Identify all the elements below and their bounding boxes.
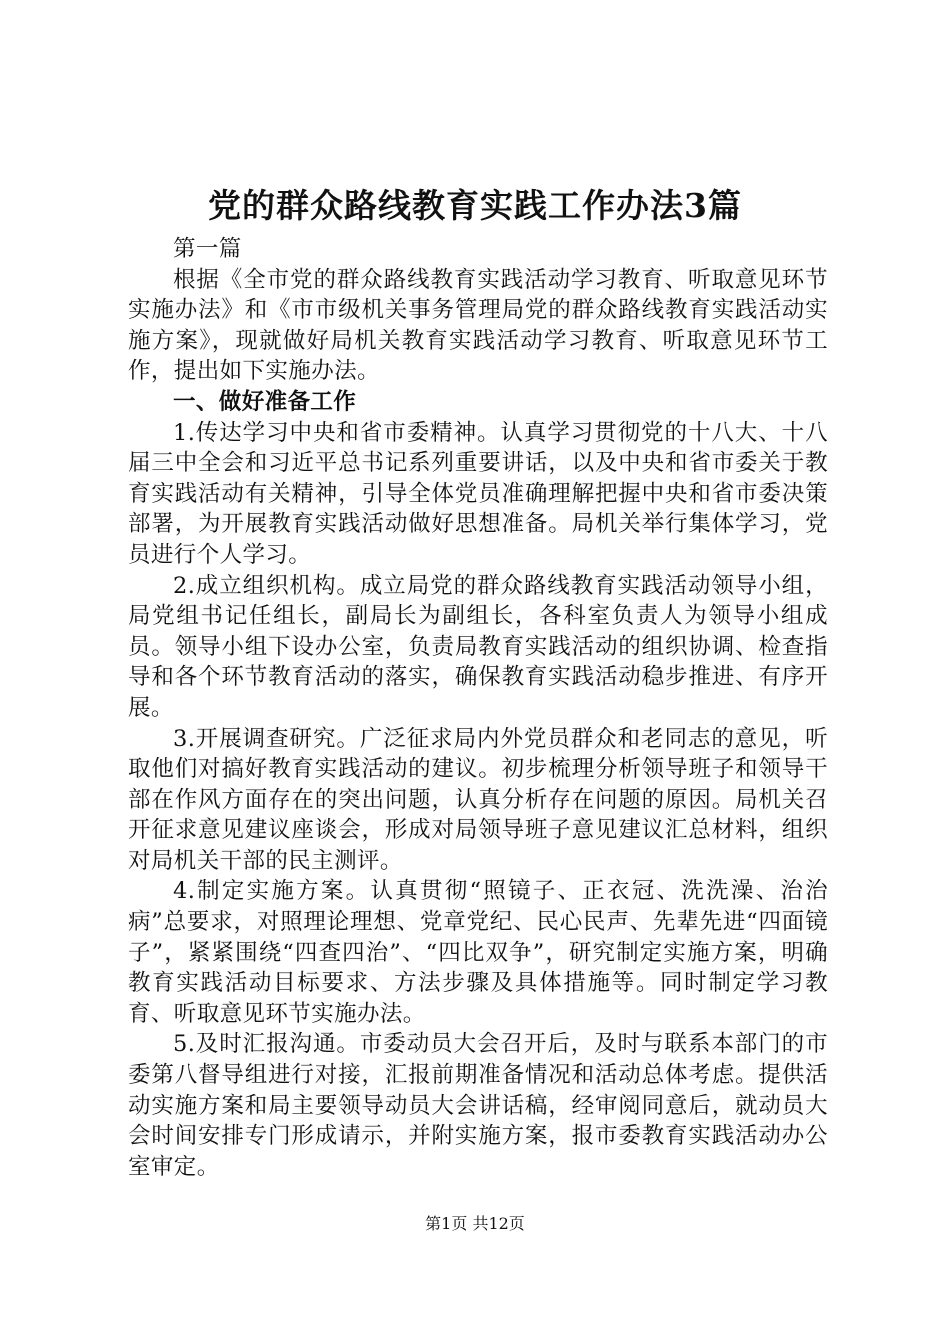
document-body	[128, 234, 828, 1182]
paragraph-item-4: 4.制定实施方案。认真贯彻“照镜子、正衣冠、洗洗澡、治治病”总要求，对照理论理想、党章党纪、民心民声、先辈先进“四面镜子”，紧紧围绕“四查四治”、“四比双争”，研究制定实施方案，明确教育实践活动目标要求、方法步骤及具体措施等。同时制定学习教育、听取意见环节实施办法。	[128, 878, 828, 1027]
paragraph-item-2: 2.成立组织机构。成立局党的群众路线教育实践活动领导小组，局党组书记任组长，副局长为副组长，各科室负责人为领导小组成员。领导小组下设办公室，负责局教育实践活动的组织协调、检查指导和各个环节教育活动的落实，确保教育实践活动稳步推进、有序开展。	[128, 572, 828, 721]
section-label: 第一篇	[173, 236, 242, 262]
section-heading: 一、做好准备工作	[173, 388, 357, 415]
paragraph-item-1: 1.传达学习中央和省市委精神。认真学习贯彻党的十八大、十八届三中全会和习近平总书记系列重要讲话，以及中央和省市委关于教育实践活动有关精神，引导全体党员准确理解把握中央和省市委决策部署，为开展教育实践活动做好思想准备。局机关举行集体学习，党员进行个人学习。	[128, 419, 828, 568]
paragraph-item-5: 5.及时汇报沟通。市委动员大会召开后，及时与联系本部门的市委第八督导组进行对接，汇报前期准备情况和活动总体考虑。提供活动实施方案和局主要领导动员大会讲话稿，经审阅同意后，就动员大会时间安排专门形成请示，并附实施方案，报市委教育实践活动办公室审定。	[128, 1031, 828, 1180]
paragraph-item-3: 3.开展调查研究。广泛征求局内外党员群众和老同志的意见，听取他们对搞好教育实践活动的建议。初步梳理分析领导班子和领导干部在作风方面存在的突出问题，认真分析存在问题的原因。局机关召开征求意见建议座谈会，形成对局领导班子意见建议汇总材料，组织对局机关干部的民主测评。	[128, 725, 828, 874]
page-footer: 第1页 共12页	[425, 1214, 525, 1233]
document-title: 党的群众路线教育实践工作办法3篇	[208, 186, 742, 225]
intro-paragraph: 根据《全市党的群众路线教育实践活动学习教育、听取意见环节实施办法》和《市市级机关事务管理局党的群众路线教育实践活动实施方案》，现就做好局机关教育实践活动学习教育、听取意见环节工作，提出如下实施办法。	[128, 266, 828, 385]
